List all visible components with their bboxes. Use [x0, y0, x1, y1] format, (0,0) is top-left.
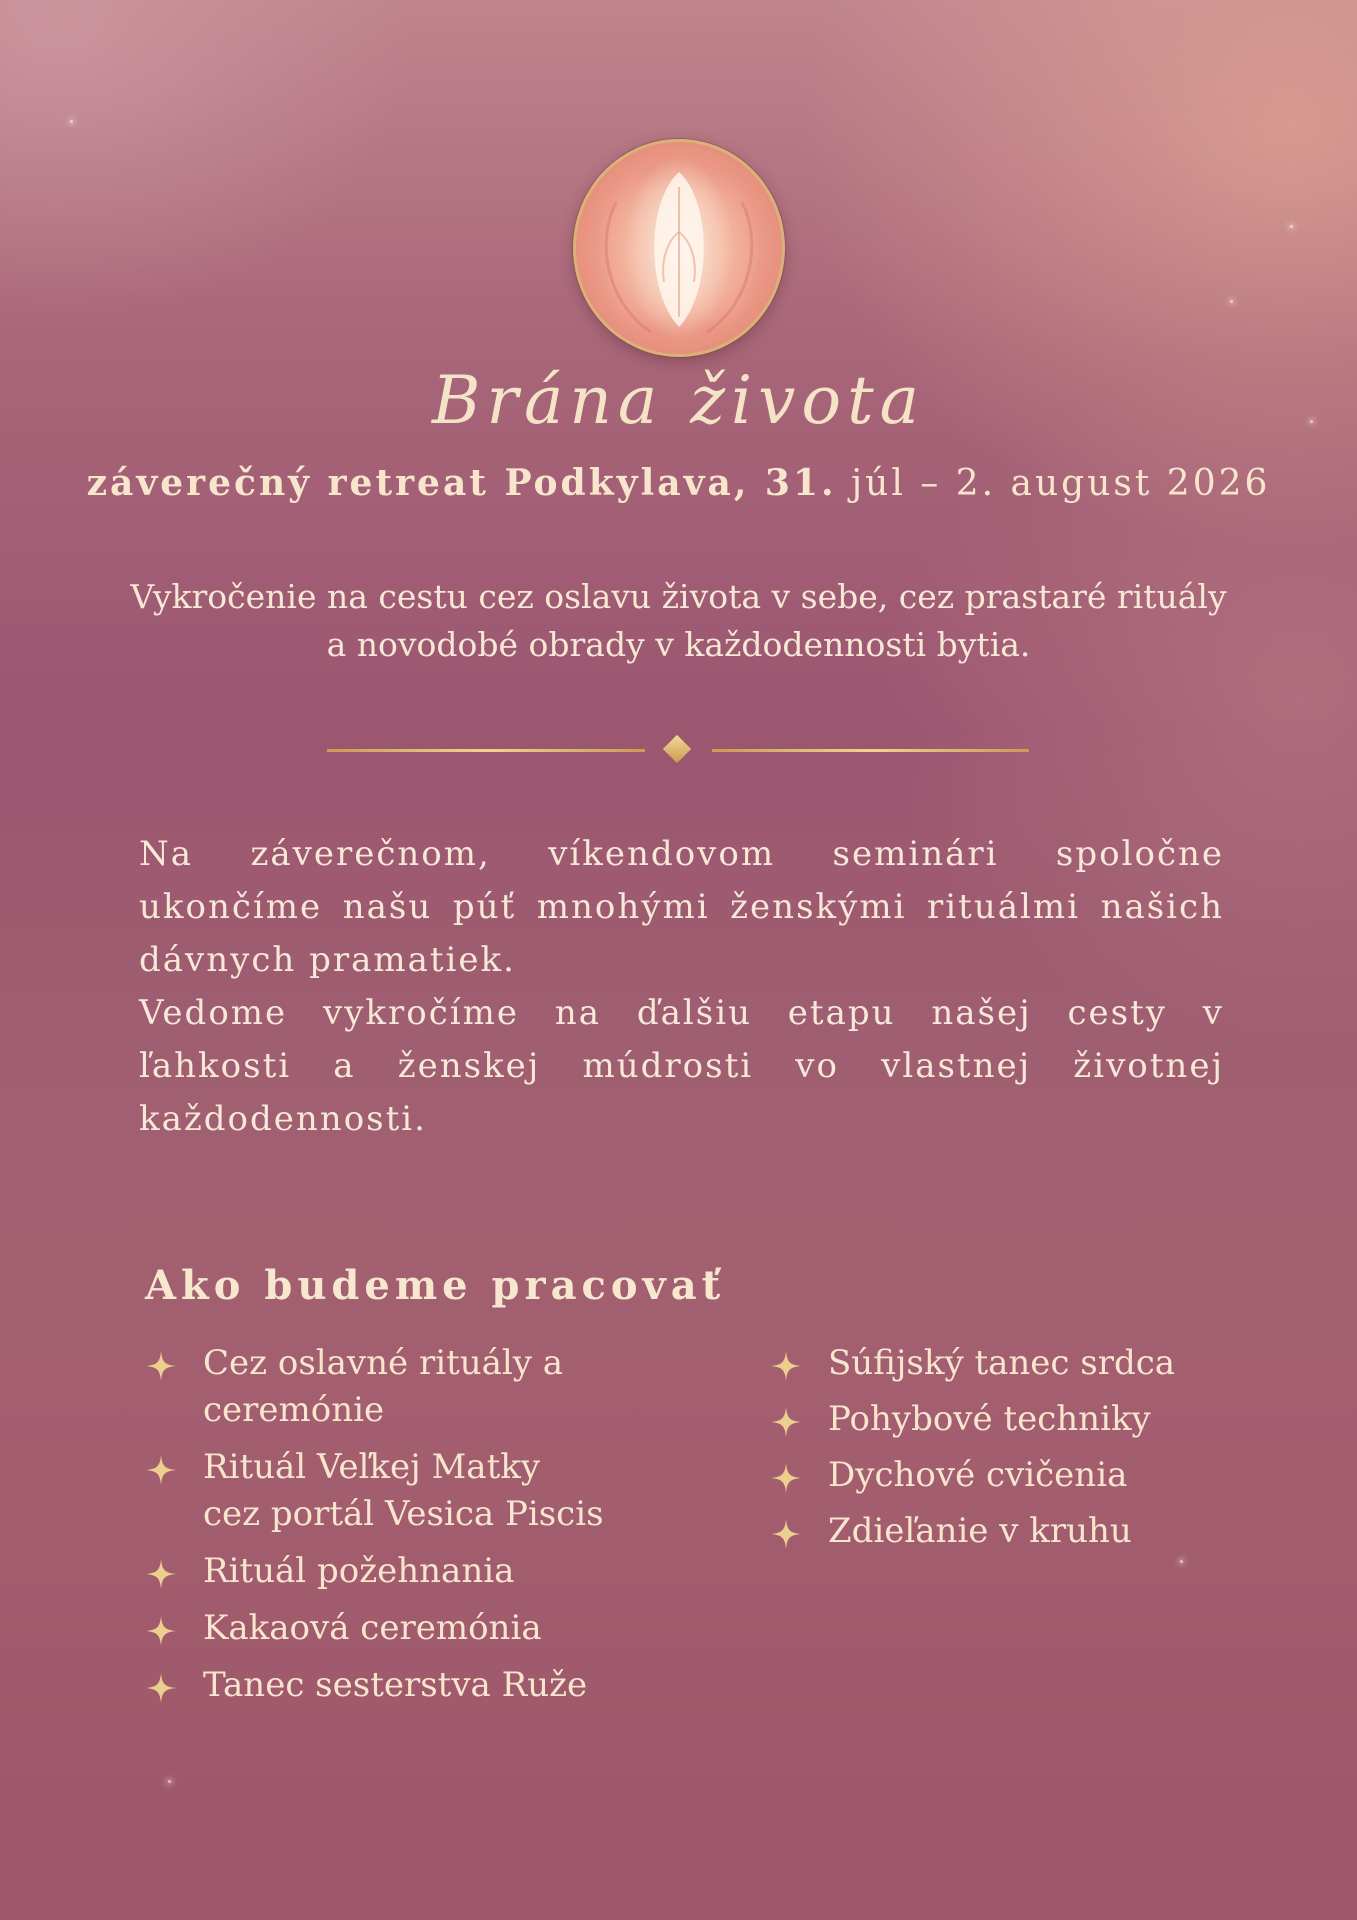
- list-item-text: Rituál Veľkej Matky cez portál Vesica Piscis: [203, 1447, 604, 1534]
- gold-divider: [327, 736, 1029, 764]
- list-item: [770, 1452, 1290, 1499]
- list-item-text: Pohybové techniky: [828, 1399, 1151, 1439]
- list-item: [145, 1340, 745, 1434]
- list-item-text: Zdieľanie v kruhu: [828, 1511, 1132, 1551]
- activities-list-right: [770, 1340, 1290, 1564]
- sparkle-star-icon: [145, 1558, 177, 1590]
- section-title: Ako budeme pracovať: [145, 1262, 726, 1309]
- list-item-text: Kakaová ceremónia: [203, 1608, 542, 1648]
- description-paragraph: Vedome vykročíme na ďalšiu etapu našej cesty v ľahkosti a ženskej múdrosti vo vlastnej životnej každodennosti.: [139, 993, 1224, 1139]
- list-item: [145, 1548, 745, 1595]
- flower-petal-icon: [573, 139, 785, 357]
- sparkle-star-icon: [145, 1615, 177, 1647]
- list-item-text: Cez oslavné rituály a ceremónie: [203, 1343, 564, 1430]
- sparkle-star-icon: [145, 1672, 177, 1704]
- sparkle-star-icon: [145, 1350, 177, 1382]
- list-item: [770, 1396, 1290, 1443]
- gold-diamond-icon: [663, 735, 691, 763]
- divider-line: [327, 749, 645, 752]
- description: [139, 828, 1224, 1146]
- intro-line: Vykročenie na cestu cez oslavu života v sebe, cez prastaré rituály: [130, 577, 1227, 616]
- sparkle-star-icon: [770, 1350, 802, 1382]
- list-item: [145, 1444, 745, 1538]
- list-item-text: Dychové cvičenia: [828, 1455, 1128, 1495]
- list-item: [145, 1662, 745, 1709]
- intro-line: a novodobé obrady v každodennosti bytia.: [326, 625, 1031, 664]
- sparkle-star-icon: [145, 1454, 177, 1486]
- sparkle-decoration: [168, 1780, 171, 1783]
- page-title: Brána života: [431, 362, 925, 439]
- sparkle-star-icon: [770, 1518, 802, 1550]
- subtitle-bold: záverečný retreat Podkylava, 31.: [86, 462, 837, 504]
- sparkle-star-icon: [770, 1406, 802, 1438]
- divider-line: [712, 749, 1029, 752]
- sparkle-decoration: [1290, 225, 1293, 228]
- list-item-text: Rituál požehnania: [203, 1551, 515, 1591]
- event-subtitle: [0, 462, 1357, 504]
- list-item-text: Súfijský tanec srdca: [828, 1343, 1176, 1383]
- list-item: [770, 1508, 1290, 1555]
- description-paragraph: Na záverečnom, víkendovom seminári spoločne ukončíme našu púť mnohými ženskými rituálmi našich dávnych pramatiek.: [139, 834, 1224, 980]
- list-item: [145, 1605, 745, 1652]
- list-item-text: Tanec sesterstva Ruže: [203, 1665, 588, 1705]
- activities-list-left: [145, 1340, 745, 1719]
- sparkle-star-icon: [770, 1462, 802, 1494]
- sparkle-decoration: [1230, 300, 1233, 303]
- list-item: [770, 1340, 1290, 1387]
- intro-text: [110, 573, 1247, 669]
- subtitle-dates: júl – 2. august 2026: [836, 463, 1271, 504]
- sparkle-decoration: [70, 120, 73, 123]
